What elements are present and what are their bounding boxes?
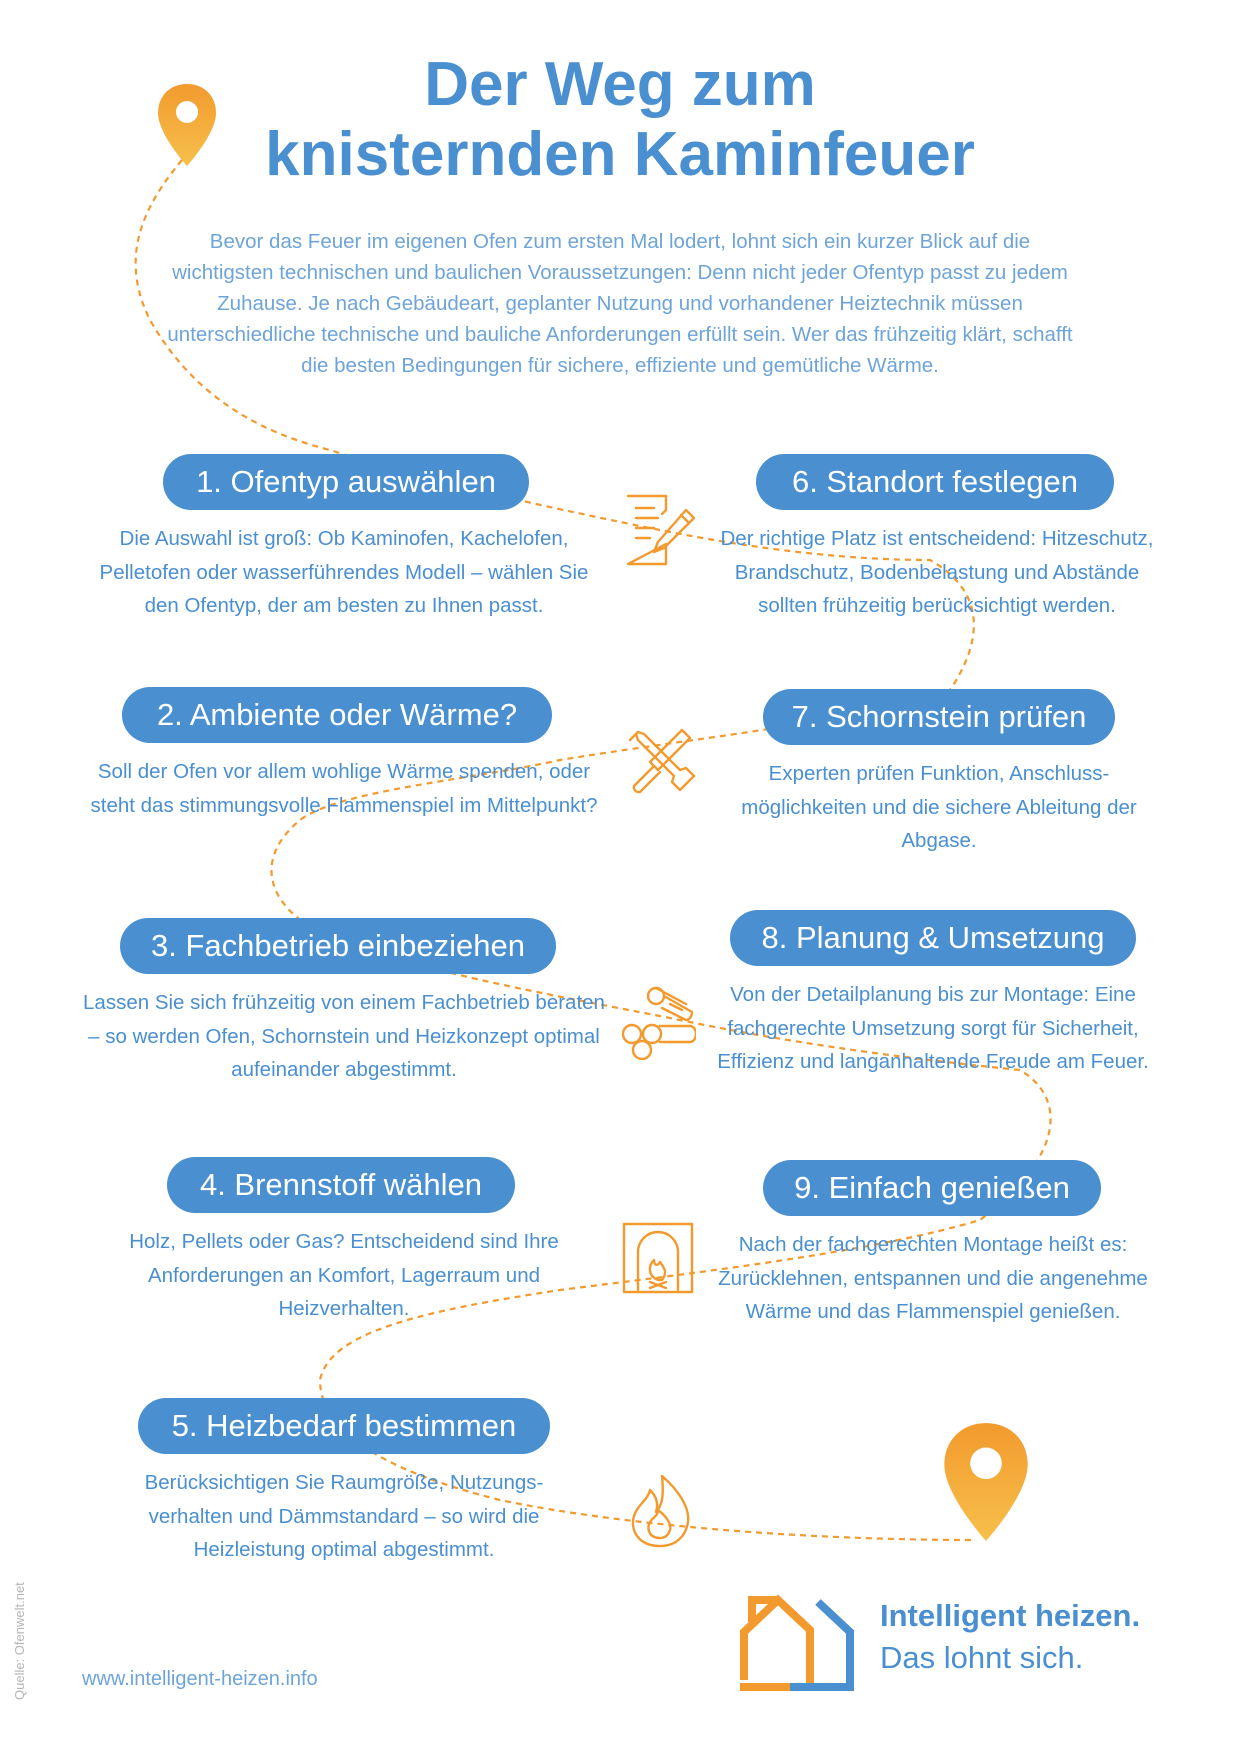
logo-line1: Intelligent heizen. xyxy=(880,1598,1141,1633)
step-7-text: Experten prüfen Funktion, Anschluss-möglichkeiten und die sichere Ableitung der Abgase. xyxy=(741,762,1137,852)
step-6-title: 6. Standort festlegen xyxy=(756,454,1114,510)
step-5-title: 5. Heizbedarf bestimmen xyxy=(138,1398,550,1454)
step-2-title: 2. Ambiente oder Wärme? xyxy=(122,687,552,743)
logo-line2: Das lohnt sich. xyxy=(880,1640,1084,1675)
step-5-text: Berücksichtigen Sie Raumgröße, Nutzungs-verhalten und Dämmstandard – so wird die Heizleistung optimal abgestimmt. xyxy=(144,1471,544,1561)
step-3-title: 3. Fachbetrieb einbeziehen xyxy=(120,918,556,974)
website-url[interactable]: www.intelligent-heizen.info xyxy=(82,1668,318,1690)
end-location-pin-icon xyxy=(940,1420,1032,1544)
step-9-text: Nach der fachgerechten Montage heißt es: Zurücklehnen, entspannen und die angenehme Wärme und das Flammenspiel genießen. xyxy=(718,1233,1148,1323)
tools-icon xyxy=(620,720,700,800)
step-8-title: 8. Planung & Umsetzung xyxy=(730,910,1136,966)
flame-icon xyxy=(620,1470,700,1550)
step-4-title: 4. Brennstoff wählen xyxy=(167,1157,515,1213)
page-title-line1: Der Weg zum xyxy=(424,50,816,119)
document-pen-icon xyxy=(620,490,700,570)
step-7-title: 7. Schornstein prüfen xyxy=(763,689,1115,745)
firewood-icon xyxy=(616,980,696,1060)
stove-icon xyxy=(618,1218,698,1298)
step-1-title: 1. Ofentyp auswählen xyxy=(163,454,529,510)
intro-paragraph: Bevor das Feuer im eigenen Ofen zum ersten Mal lodert, lohnt sich ein kurzer Blick auf die wichtigsten technischen und baulichen Voraussetzungen: Denn nicht jeder Ofentyp passt zu jedem Zuhause. Je nach Gebäudeart, geplanter Nutzung und vorhandener Heiztechnik müssen unterschiedliche technische und bauliche Anforderungen erfüllt sein. Wer das frühzeitig klärt, schafft die besten Bedingungen für sichere, effiziente und gemütliche Wärme. xyxy=(167,230,1073,377)
step-3-text: Lassen Sie sich frühzeitig von einem Fachbetrieb beraten – so werden Ofen, Schornstein und Heizkonzept optimal aufeinander abgestimmt. xyxy=(83,991,605,1081)
step-6-text: Der richtige Platz ist entscheidend: Hitzeschutz, Brandschutz, Bodenbelastung und Abstände sollten frühzeitig berücksichtigt werden. xyxy=(720,527,1154,617)
step-2-text: Soll der Ofen vor allem wohlige Wärme spenden, oder steht das stimmungsvolle Flammenspiel im Mittelpunkt? xyxy=(90,760,598,817)
step-4-text: Holz, Pellets oder Gas? Entscheidend sind Ihre Anforderungen an Komfort, Lagerraum und Heizverhalten. xyxy=(129,1230,559,1320)
page-title xyxy=(200,50,1040,190)
step-9-title: 9. Einfach genießen xyxy=(763,1160,1101,1216)
step-8-text: Von der Detailplanung bis zur Montage: Eine fachgerechte Umsetzung sorgt für Sicherheit, Effizienz und langanhaltende Freude am Feuer. xyxy=(717,983,1149,1073)
source-note: Quelle: Ofenwelt.net xyxy=(12,1582,27,1700)
step-1-text: Die Auswahl ist groß: Ob Kaminofen, Kachelofen, Pelletofen oder wasserführendes Modell – wählen Sie den Ofentyp, der am besten zu Ihnen passt. xyxy=(99,527,589,617)
page-title-line2: knisternden Kaminfeuer xyxy=(265,120,975,189)
